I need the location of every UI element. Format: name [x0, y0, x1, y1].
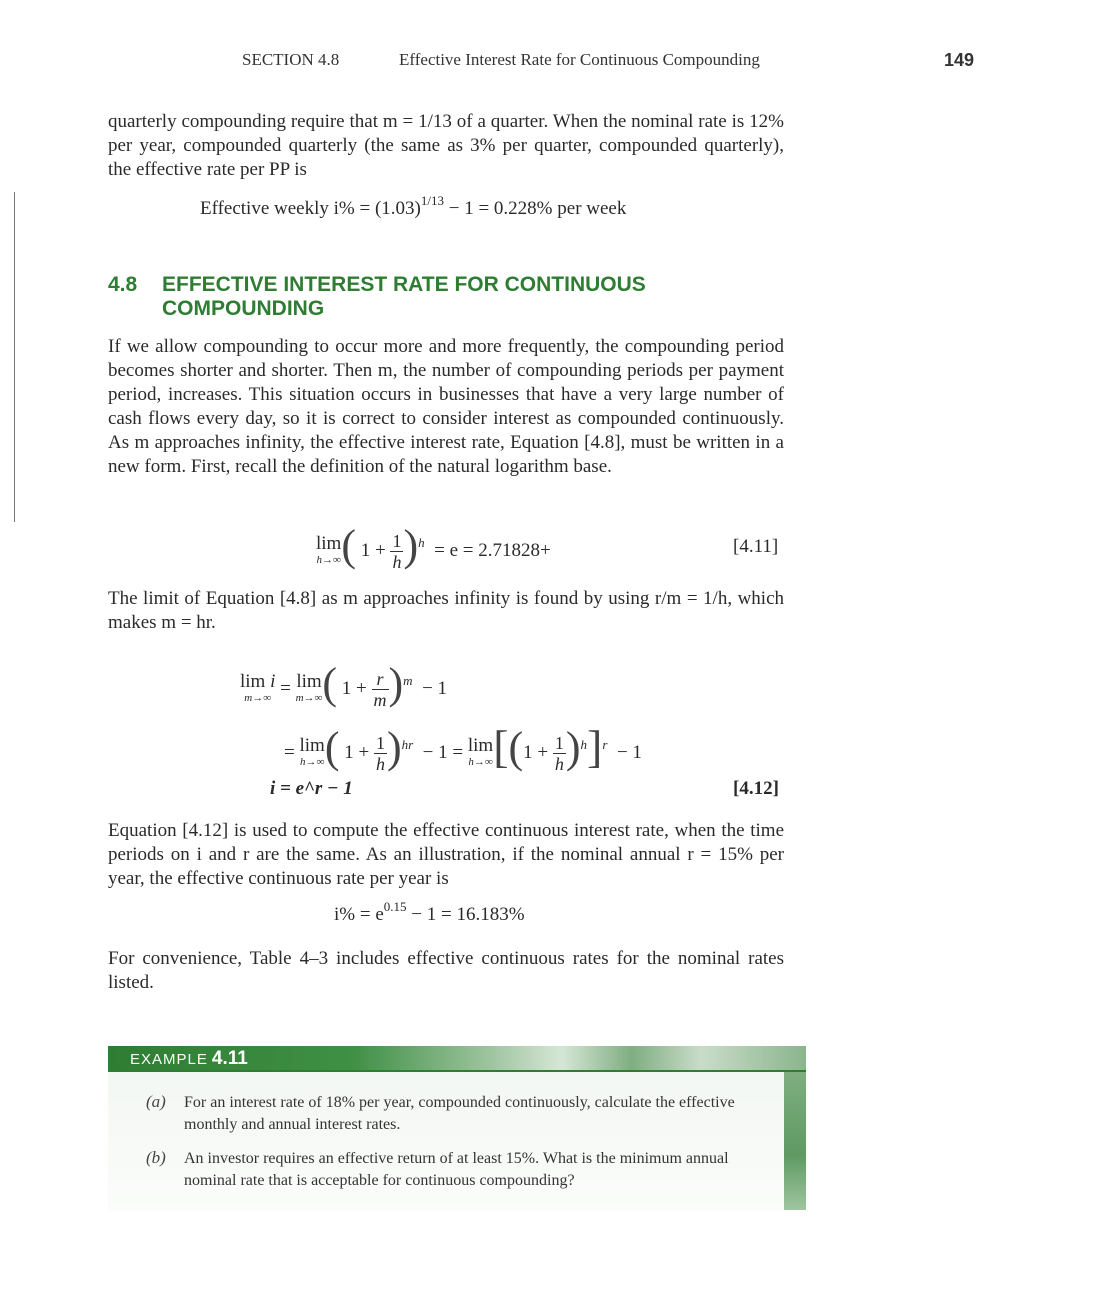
weekly-rate-exponent: 1/13: [420, 193, 444, 208]
example-item-label: (a): [146, 1092, 166, 1111]
example-number: 4.11: [211, 1048, 248, 1069]
page-number: 149: [944, 50, 975, 70]
example-side-band: [784, 1072, 806, 1210]
example-rate-exponent: 0.15: [383, 899, 407, 914]
running-head-title: Effective Interest Rate for Continuous Compounding: [399, 50, 760, 69]
weekly-rate-rhs: − 1 = 0.228% per week: [448, 198, 627, 219]
example-item-text: An investor requires an effective return of at least 15%. What is the minimum annual nominal rate that is acceptable for continuous compounding?: [184, 1150, 729, 1189]
example-rate-lhs: i% = e: [334, 904, 384, 925]
table-reference-paragraph: For convenience, Table 4–3 includes effective continuous rates for the nominal rates listed.: [108, 948, 784, 993]
weekly-rate-equation: [200, 193, 627, 220]
continuous-intro-paragraph: If we allow compounding to occur more and more frequently, the compounding period becomes shorter and shorter. Then m, the number of compounding periods per payment period, increases. This situation occurs in businesses that have a very large number of cash flows every day, so it is correct to consider interest as compounded continuously. As m approaches infinity, the effective interest rate, Equation [4.8], must be written in a new form. First, recall the definition of the natural logarithm base.: [108, 336, 784, 477]
equation-4-11-tag: [4.11]: [733, 536, 779, 557]
equation-4-11-rhs: = e = 2.71828+: [434, 540, 551, 561]
example-rate-rhs: − 1 = 16.183%: [411, 904, 525, 925]
section-heading: [108, 273, 808, 323]
section-number: 4.8: [108, 273, 138, 296]
weekly-rate-label: Effective weekly: [200, 198, 329, 219]
example-rate-equation: [334, 899, 525, 926]
example-item-label: (b): [146, 1148, 166, 1167]
effective-continuous-paragraph: Equation [4.12] is used to compute the effective continuous interest rate, when the time periods on i and r are the same. As an illustration, if the nominal annual r = 15% per year, the effective continuous rate per year is: [108, 820, 784, 889]
derivation-line-2: = lim h→∞ ( 1 + $\frac{1}{h}$ )$^{hr}$ − 1 = lim h→∞ [(1 + $\frac{1}{h}$ )$^h$]$^r$ − 1: [284, 721, 642, 775]
limit-operator: lim h→∞: [316, 532, 342, 566]
derivation-line-1: lim i m→∞ = lim m→∞ ( 1 + $\frac{r}{m}$ )$^m$ − 1: [240, 659, 448, 711]
intro-paragraph: quarterly compounding require that m = 1/13 of a quarter. When the nominal rate is 12% per year, compounded quarterly (the same as 3% per quarter, compounded quarterly), the effective rate per PP is: [108, 111, 784, 180]
page-edge-line: [14, 192, 15, 522]
example-label-text: EXAMPLE: [130, 1051, 208, 1068]
section-title: EFFECTIVE INTEREST RATE FOR CONTINUOUS COMPOUNDING: [162, 273, 646, 320]
equation-4-12-tag: [4.12]: [733, 778, 779, 799]
example-item-text: For an interest rate of 18% per year, compounded continuously, calculate the effective monthly and annual interest rates.: [184, 1094, 735, 1133]
fraction-1-over-h: $\frac{1}{h}$: [392, 531, 402, 573]
running-head-section: SECTION 4.8: [242, 50, 340, 69]
limit-derivation-paragraph: The limit of Equation [4.8] as m approaches infinity is found by using r/m = 1/h, which makes m = hr.: [108, 588, 784, 633]
equation-4-11: lim h→∞ ( 1 + $\frac{1}{h}$ )$^h$ = e = 2.71828+: [316, 521, 551, 573]
weekly-rate-lhs: i% = (1.03): [333, 198, 421, 219]
equation-4-12: i = e^r − 1: [270, 778, 353, 799]
example-label: [130, 1048, 248, 1070]
